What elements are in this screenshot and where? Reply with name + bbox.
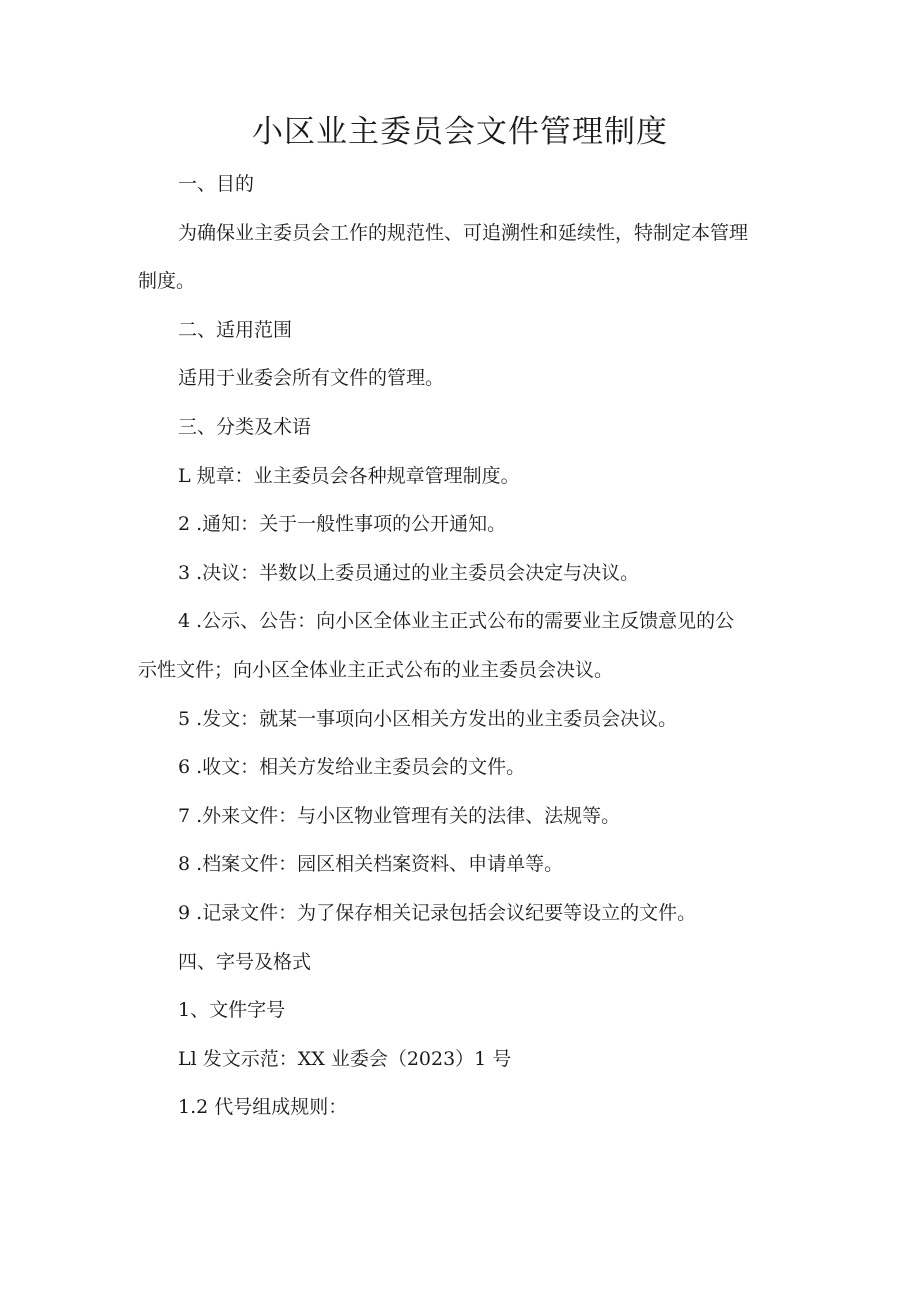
body-line: 3 .决议：半数以上委员通过的业主委员会决定与决议。 <box>178 561 640 584</box>
document-title: 小区业主委员会文件管理制度 <box>252 114 668 150</box>
body-line: 二、适用范围 <box>178 318 293 341</box>
body-line: 四、字号及格式 <box>178 950 312 973</box>
body-line: 1、文件字号 <box>178 999 286 1022</box>
body-line: 6 .收文：相关方发给业主委员会的文件。 <box>178 756 526 779</box>
body-line: 2 .通知：关于一般性事项的公开通知。 <box>178 513 507 536</box>
body-line: 示性文件；向小区全体业主正式公布的业主委员会决议。 <box>138 658 614 681</box>
body-line: Ll 发文示范：XX 业委会（2023）1 号 <box>178 1047 512 1070</box>
body-line: 制度。 <box>138 270 196 293</box>
body-line: 7 .外来文件：与小区物业管理有关的法律、法规等。 <box>178 804 621 827</box>
body-line: 三、分类及术语 <box>178 415 312 438</box>
body-line: 为确保业主委员会工作的规范性、可追溯性和延续性，特制定本管理 <box>178 221 749 244</box>
body-line: 4 .公示、公告：向小区全体业主正式公布的需要业主反馈意见的公 <box>178 610 735 633</box>
body-line: 8 .档案文件：园区相关档案资料、申请单等。 <box>178 853 564 876</box>
body-line: 1.2 代号组成规则： <box>178 1096 348 1119</box>
body-line: 9 .记录文件：为了保存相关记录包括会议纪要等设立的文件。 <box>178 901 697 924</box>
body-line: L 规章：业主委员会各种规章管理制度。 <box>178 464 520 487</box>
body-line: 5 .发文：就某一事项向小区相关方发出的业主委员会决议。 <box>178 707 678 730</box>
document-body <box>138 160 788 1132</box>
body-line: 一、目的 <box>178 173 255 195</box>
body-line: 适用于业委会所有文件的管理。 <box>178 367 445 390</box>
